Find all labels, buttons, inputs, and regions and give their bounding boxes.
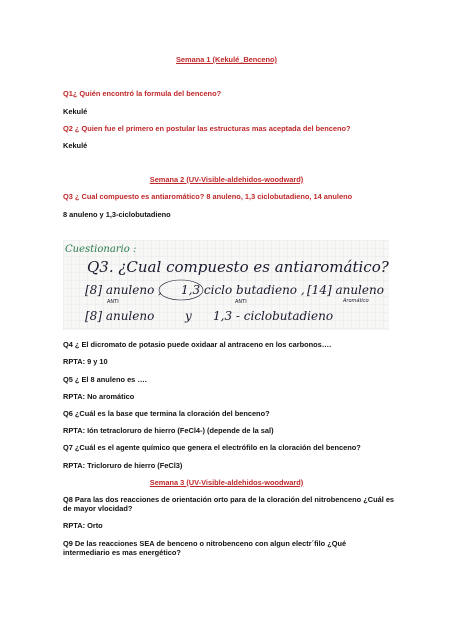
section-title-week-2: Semana 2 (UV-Visible-aldehidos-woodward) <box>149 175 304 184</box>
question-1: Q1¿ Quién encontró la formula del benceno? <box>63 89 222 98</box>
note-question: Q3. ¿Cual compuesto es antiaromático? <box>87 258 389 276</box>
question-3: Q3 ¿ Cual compuesto es antiaromático? 8 anuleno, 1,3 ciclobutadieno, 14 anuleno <box>63 192 353 201</box>
answer-6: RPTA: Ión tetracloruro de hierro (FeCl4-) (depende de la sal) <box>63 426 274 435</box>
note-anti-label-2: ANTI <box>235 299 247 305</box>
note-option-ciclobutadieno: 1,3 ciclo butadieno , <box>181 283 305 297</box>
note-answer-ciclobutadieno: 1,3 - ciclobutadieno <box>213 309 334 323</box>
answer-2: Kekulé <box>63 141 88 150</box>
note-answer-8-anuleno: [8] anuleno <box>85 309 155 323</box>
question-6: Q6 ¿Cuál es la base que termina la cloración del benceno? <box>63 409 270 418</box>
question-4: Q4 ¿ El dicromato de potasio puede oxidaar al antraceno en los carbonos…. <box>63 340 332 349</box>
note-answer-y: y <box>185 309 192 323</box>
answer-5: RPTA: No aromático <box>63 392 135 401</box>
answer-7: RPTA: Tricloruro de hierro (FeCl3) <box>63 461 183 470</box>
section-title-week-1: Semana 1 (Kekulé_Benceno) <box>175 55 278 64</box>
question-9: Q9 De las reacciones SEA de benceno o nitrobenceno con algun electr´filo ¿Qué intermediario es mas energético? <box>63 539 347 557</box>
note-option-8-anuleno: [8] anuleno , <box>85 283 162 297</box>
question-7: Q7 ¿Cuál es el agente químico que genera el electrófilo en la cloración del benceno? <box>63 443 361 452</box>
note-anti-label-1: ANTI <box>107 299 119 305</box>
answer-1: Kekulé <box>63 107 88 116</box>
note-option-14-anuleno: [14] anuleno <box>307 283 384 297</box>
question-8: Q8 Para las dos reacciones de orientación orto para de la cloración del nitrobenceno ¿Cuál es de mayor vlocidad? <box>63 495 395 513</box>
answer-8: RPTA: Orto <box>63 521 103 530</box>
answer-4: RPTA: 9 y 10 <box>63 357 108 366</box>
question-5: Q5 ¿ El 8 anuleno es …. <box>63 375 147 384</box>
answer-3: 8 anuleno y 1,3-ciclobutadieno <box>63 210 171 219</box>
question-2: Q2 ¿ Quien fue el primero en postular las estructuras mas aceptada del benceno? <box>63 124 351 133</box>
handwritten-note-image <box>63 240 389 330</box>
section-title-week-3: Semana 3 (UV-Visible-aldehidos-woodward) <box>149 478 304 487</box>
note-aromatico-label: Aromático <box>343 298 369 304</box>
note-header: Cuestionario : <box>65 244 137 255</box>
